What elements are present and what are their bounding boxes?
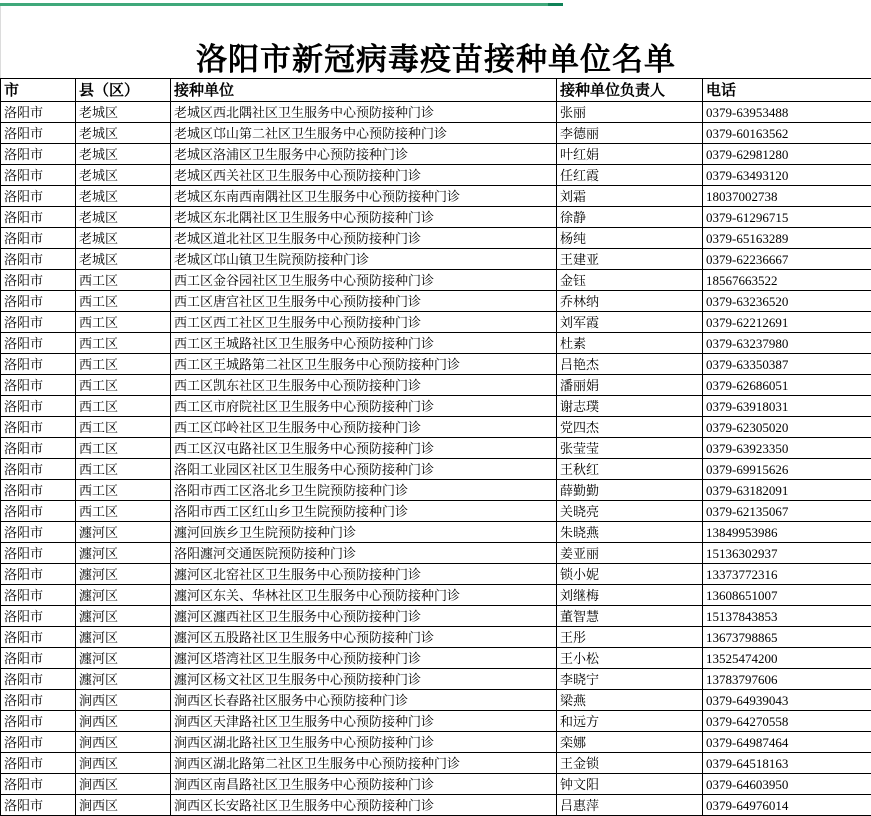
cell-person: 和远方 [557,711,703,732]
cell-city: 洛阳市 [1,606,76,627]
table-body [1,102,871,816]
cell-phone: 0379-63182091 [703,480,871,501]
cell-unit: 老城区东北隅社区卫生服务中心预防接种门诊 [171,207,557,228]
cell-person: 李晓宁 [557,669,703,690]
cell-city: 洛阳市 [1,123,76,144]
cell-phone: 0379-63493120 [703,165,871,186]
cell-unit: 老城区道北社区卫生服务中心预防接种门诊 [171,228,557,249]
cell-district: 西工区 [76,396,171,417]
cell-phone: 13525474200 [703,648,871,669]
table-row [1,291,871,312]
cell-district: 瀍河区 [76,543,171,564]
table-row [1,270,871,291]
table-row [1,648,871,669]
cell-city: 洛阳市 [1,669,76,690]
cell-person: 王金锁 [557,753,703,774]
table-row [1,186,871,207]
cell-person: 关晓亮 [557,501,703,522]
cell-unit: 西工区王城路社区卫生服务中心预防接种门诊 [171,333,557,354]
cell-phone: 0379-64939043 [703,690,871,711]
cell-district: 涧西区 [76,774,171,795]
cell-unit: 老城区东南西南隅社区卫生服务中心预防接种门诊 [171,186,557,207]
cell-city: 洛阳市 [1,501,76,522]
cell-city: 洛阳市 [1,165,76,186]
cell-phone: 18037002738 [703,186,871,207]
cell-unit: 涧西区湖北路社区卫生服务中心预防接种门诊 [171,732,557,753]
vaccination-units-table [0,78,871,816]
cell-unit: 瀍河区杨文社区卫生服务中心预防接种门诊 [171,669,557,690]
cell-phone: 0379-62212691 [703,312,871,333]
cell-city: 洛阳市 [1,522,76,543]
cell-city: 洛阳市 [1,438,76,459]
cell-person: 钟文阳 [557,774,703,795]
cell-district: 西工区 [76,270,171,291]
table-row [1,564,871,585]
cell-unit: 老城区邙山第二社区卫生服务中心预防接种门诊 [171,123,557,144]
cell-city: 洛阳市 [1,417,76,438]
cell-district: 老城区 [76,102,171,123]
cell-city: 洛阳市 [1,144,76,165]
cell-person: 刘霜 [557,186,703,207]
table-row [1,396,871,417]
cell-district: 瀍河区 [76,585,171,606]
cell-city: 洛阳市 [1,627,76,648]
cell-person: 栾娜 [557,732,703,753]
cell-city: 洛阳市 [1,480,76,501]
cell-phone: 0379-64603950 [703,774,871,795]
table-row [1,627,871,648]
cell-district: 瀍河区 [76,648,171,669]
cell-phone: 0379-62135067 [703,501,871,522]
table-row [1,333,871,354]
cell-city: 洛阳市 [1,648,76,669]
table-row [1,669,871,690]
table-row [1,774,871,795]
cell-city: 洛阳市 [1,375,76,396]
cell-district: 老城区 [76,249,171,270]
cell-phone: 15137843853 [703,606,871,627]
cell-district: 瀍河区 [76,627,171,648]
cell-person: 叶红娟 [557,144,703,165]
cell-district: 瀍河区 [76,669,171,690]
table-row [1,732,871,753]
cell-city: 洛阳市 [1,291,76,312]
cell-person: 金钰 [557,270,703,291]
cell-district: 西工区 [76,480,171,501]
cell-phone: 0379-69915626 [703,459,871,480]
cell-phone: 0379-62305020 [703,417,871,438]
cell-district: 老城区 [76,165,171,186]
cell-person: 王建亚 [557,249,703,270]
cell-person: 王秋红 [557,459,703,480]
table-row [1,417,871,438]
cell-person: 潘丽娟 [557,375,703,396]
cell-person: 董智慧 [557,606,703,627]
cell-person: 姜亚丽 [557,543,703,564]
cell-district: 瀍河区 [76,564,171,585]
cell-city: 洛阳市 [1,795,76,816]
cell-district: 西工区 [76,375,171,396]
cell-city: 洛阳市 [1,690,76,711]
cell-city: 洛阳市 [1,102,76,123]
cell-city: 洛阳市 [1,333,76,354]
table-row [1,354,871,375]
cell-unit: 瀍河回族乡卫生院预防接种门诊 [171,522,557,543]
cell-phone: 0379-65163289 [703,228,871,249]
cell-phone: 0379-64976014 [703,795,871,816]
cell-phone: 0379-64270558 [703,711,871,732]
cell-phone: 13849953986 [703,522,871,543]
cell-city: 洛阳市 [1,249,76,270]
cell-person: 乔林纳 [557,291,703,312]
cell-person: 李德丽 [557,123,703,144]
header-cell-district: 县（区） [76,79,171,102]
header-cell-unit: 接种单位 [171,79,557,102]
cell-unit: 西工区金谷园社区卫生服务中心预防接种门诊 [171,270,557,291]
cell-district: 西工区 [76,417,171,438]
cell-person: 谢志璞 [557,396,703,417]
loading-progress-bar-tip [548,3,563,6]
table-row [1,795,871,816]
cell-phone: 13673798865 [703,627,871,648]
cell-unit: 涧西区长春路社区服务中心预防接种门诊 [171,690,557,711]
cell-unit: 瀍河区瀍西社区卫生服务中心预防接种门诊 [171,606,557,627]
cell-district: 老城区 [76,144,171,165]
cell-person: 王彤 [557,627,703,648]
cell-city: 洛阳市 [1,774,76,795]
cell-phone: 0379-64987464 [703,732,871,753]
cell-unit: 瀍河区塔湾社区卫生服务中心预防接种门诊 [171,648,557,669]
cell-phone: 15136302937 [703,543,871,564]
cell-person: 刘军霞 [557,312,703,333]
table-row [1,585,871,606]
cell-phone: 0379-63350387 [703,354,871,375]
cell-person: 党四杰 [557,417,703,438]
cell-city: 洛阳市 [1,228,76,249]
cell-unit: 西工区市府院社区卫生服务中心预防接种门诊 [171,396,557,417]
cell-person: 薛勤勤 [557,480,703,501]
cell-city: 洛阳市 [1,396,76,417]
cell-person: 梁燕 [557,690,703,711]
cell-phone: 0379-63923350 [703,438,871,459]
cell-unit: 瀍河区五股路社区卫生服务中心预防接种门诊 [171,627,557,648]
cell-phone: 0379-62981280 [703,144,871,165]
cell-district: 西工区 [76,333,171,354]
cell-unit: 西工区凯东社区卫生服务中心预防接种门诊 [171,375,557,396]
table-row [1,522,871,543]
cell-city: 洛阳市 [1,753,76,774]
cell-district: 西工区 [76,291,171,312]
cell-city: 洛阳市 [1,459,76,480]
cell-phone: 0379-62686051 [703,375,871,396]
table-row [1,207,871,228]
cell-district: 涧西区 [76,795,171,816]
cell-district: 瀍河区 [76,522,171,543]
cell-unit: 老城区洛浦区卫生服务中心预防接种门诊 [171,144,557,165]
cell-district: 瀍河区 [76,606,171,627]
cell-city: 洛阳市 [1,186,76,207]
cell-person: 张莹莹 [557,438,703,459]
cell-person: 刘继梅 [557,585,703,606]
table-row [1,165,871,186]
cell-unit: 涧西区南昌路社区卫生服务中心预防接种门诊 [171,774,557,795]
cell-phone: 13783797606 [703,669,871,690]
loading-progress-bar [0,3,563,6]
cell-district: 涧西区 [76,753,171,774]
cell-district: 西工区 [76,354,171,375]
cell-city: 洛阳市 [1,354,76,375]
cell-person: 锁小妮 [557,564,703,585]
cell-unit: 涧西区天津路社区卫生服务中心预防接种门诊 [171,711,557,732]
cell-unit: 西工区西工社区卫生服务中心预防接种门诊 [171,312,557,333]
cell-city: 洛阳市 [1,270,76,291]
cell-unit: 西工区邙岭社区卫生服务中心预防接种门诊 [171,417,557,438]
table-row [1,312,871,333]
cell-unit: 西工区王城路第二社区卫生服务中心预防接种门诊 [171,354,557,375]
cell-district: 老城区 [76,228,171,249]
cell-phone: 0379-61296715 [703,207,871,228]
cell-unit: 瀍河区东关、华林社区卫生服务中心预防接种门诊 [171,585,557,606]
cell-city: 洛阳市 [1,564,76,585]
cell-person: 张丽 [557,102,703,123]
cell-unit: 洛阳市西工区红山乡卫生院预防接种门诊 [171,501,557,522]
table-row [1,144,871,165]
cell-phone: 13608651007 [703,585,871,606]
table-row [1,543,871,564]
cell-city: 洛阳市 [1,711,76,732]
cell-unit: 洛阳瀍河交通医院预防接种门诊 [171,543,557,564]
cell-person: 徐静 [557,207,703,228]
table-row [1,102,871,123]
cell-phone: 0379-60163562 [703,123,871,144]
cell-district: 老城区 [76,123,171,144]
cell-district: 西工区 [76,312,171,333]
cell-phone: 0379-63953488 [703,102,871,123]
cell-unit: 涧西区长安路社区卫生服务中心预防接种门诊 [171,795,557,816]
cell-phone: 13373772316 [703,564,871,585]
cell-unit: 洛阳市西工区洛北乡卫生院预防接种门诊 [171,480,557,501]
table-row [1,753,871,774]
cell-person: 朱晓燕 [557,522,703,543]
table-row [1,501,871,522]
cell-unit: 西工区汉屯路社区卫生服务中心预防接种门诊 [171,438,557,459]
table-row [1,480,871,501]
cell-phone: 0379-63236520 [703,291,871,312]
header-cell-city: 市 [1,79,76,102]
cell-person: 吕艳杰 [557,354,703,375]
cell-phone: 0379-63237980 [703,333,871,354]
cell-unit: 洛阳工业园区社区卫生服务中心预防接种门诊 [171,459,557,480]
cell-unit: 老城区西关社区卫生服务中心预防接种门诊 [171,165,557,186]
table-header-row [1,79,871,102]
cell-phone: 0379-63918031 [703,396,871,417]
cell-phone: 18567663522 [703,270,871,291]
cell-city: 洛阳市 [1,543,76,564]
cell-unit: 西工区唐宫社区卫生服务中心预防接种门诊 [171,291,557,312]
cell-city: 洛阳市 [1,732,76,753]
header-cell-phone: 电话 [703,79,871,102]
cell-phone: 0379-64518163 [703,753,871,774]
cell-district: 涧西区 [76,690,171,711]
cell-city: 洛阳市 [1,207,76,228]
cell-district: 西工区 [76,501,171,522]
cell-district: 涧西区 [76,711,171,732]
table-row [1,438,871,459]
table-row [1,459,871,480]
cell-person: 杨纯 [557,228,703,249]
cell-unit: 瀍河区北窑社区卫生服务中心预防接种门诊 [171,564,557,585]
cell-district: 西工区 [76,438,171,459]
cell-unit: 老城区西北隅社区卫生服务中心预防接种门诊 [171,102,557,123]
table-row [1,123,871,144]
cell-phone: 0379-62236667 [703,249,871,270]
page-title: 洛阳市新冠病毒疫苗接种单位名单 [196,44,676,75]
table-row [1,690,871,711]
table-row [1,711,871,732]
cell-person: 杜素 [557,333,703,354]
table-row [1,606,871,627]
header-cell-person: 接种单位负责人 [557,79,703,102]
cell-person: 吕惠萍 [557,795,703,816]
cell-person: 任红霞 [557,165,703,186]
cell-unit: 涧西区湖北路第二社区卫生服务中心预防接种门诊 [171,753,557,774]
table-row [1,249,871,270]
cell-city: 洛阳市 [1,312,76,333]
table-row [1,228,871,249]
cell-city: 洛阳市 [1,585,76,606]
cell-district: 涧西区 [76,732,171,753]
cell-district: 老城区 [76,207,171,228]
title-area [0,3,871,78]
cell-person: 王小松 [557,648,703,669]
cell-unit: 老城区邙山镇卫生院预防接种门诊 [171,249,557,270]
cell-district: 西工区 [76,459,171,480]
table-row [1,375,871,396]
cell-district: 老城区 [76,186,171,207]
